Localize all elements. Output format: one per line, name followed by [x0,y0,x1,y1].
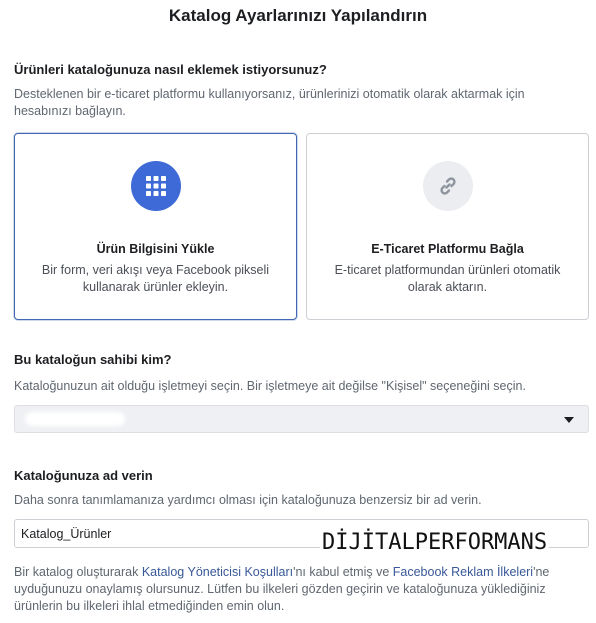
page-title: Katalog Ayarlarınızı Yapılandırın [168,6,428,25]
add-products-title: Ürünleri kataloğunuza nasıl eklemek istiyorsunuz? [14,62,327,77]
terms-text-part: 'ne uyduğunuzu onaylamış olursunuz. Lütfen bu ilkeleri gözden geçirin ve kataloğunuza yüklediğiniz ürünlerin bu ilkeleri ihlal etmediğinden emin olun. [14,565,550,613]
option-title: E-Ticaret Platformu Bağla [371,242,524,256]
add-products-description: Desteklenen bir e-ticaret platformu kullanıyorsanız, ürünlerinizi otomatik olarak aktarmak için hesabınızı bağlayın. [14,87,525,118]
terms-text-part: Bir katalog oluşturarak [14,565,142,579]
upload-product-info-option[interactable] [14,133,297,320]
caret-down-icon [564,417,574,423]
name-title: Kataloğunuza ad verin [14,468,153,483]
owner-title: Bu kataloğun sahibi kim? [14,352,172,367]
watermark: DİJİTALPERFORMANS [322,530,548,555]
terms-text [14,564,589,615]
grid-icon [131,161,181,211]
option-description: Bir form, veri akışı veya Facebook pikseli kullanarak ürünler ekleyin. [41,263,270,294]
ad-policies-link[interactable]: Facebook Reklam İlkeleri [392,565,534,579]
terms-text-part: 'nı kabul etmiş ve [293,565,393,579]
link-icon [423,161,473,211]
connect-ecommerce-platform-option[interactable] [306,133,589,320]
name-description: Daha sonra tanımlamanıza yardımcı olması için kataloğunuza benzersiz bir ad verin. [14,493,482,507]
business-owner-select[interactable] [14,405,589,433]
select-value-redacted [25,412,125,426]
catalog-manager-terms-link[interactable]: Katalog Yöneticisi Koşulları [141,565,294,579]
owner-description: Kataloğunuzun ait olduğu işletmeyi seçin. Bir işletmeye ait değilse "Kişisel" seçeneğini seçin. [14,379,526,393]
option-title: Ürün Bilgisini Yükle [96,242,215,256]
option-description: E-ticaret platformundan ürünleri otomatik olarak aktarın. [334,263,561,294]
